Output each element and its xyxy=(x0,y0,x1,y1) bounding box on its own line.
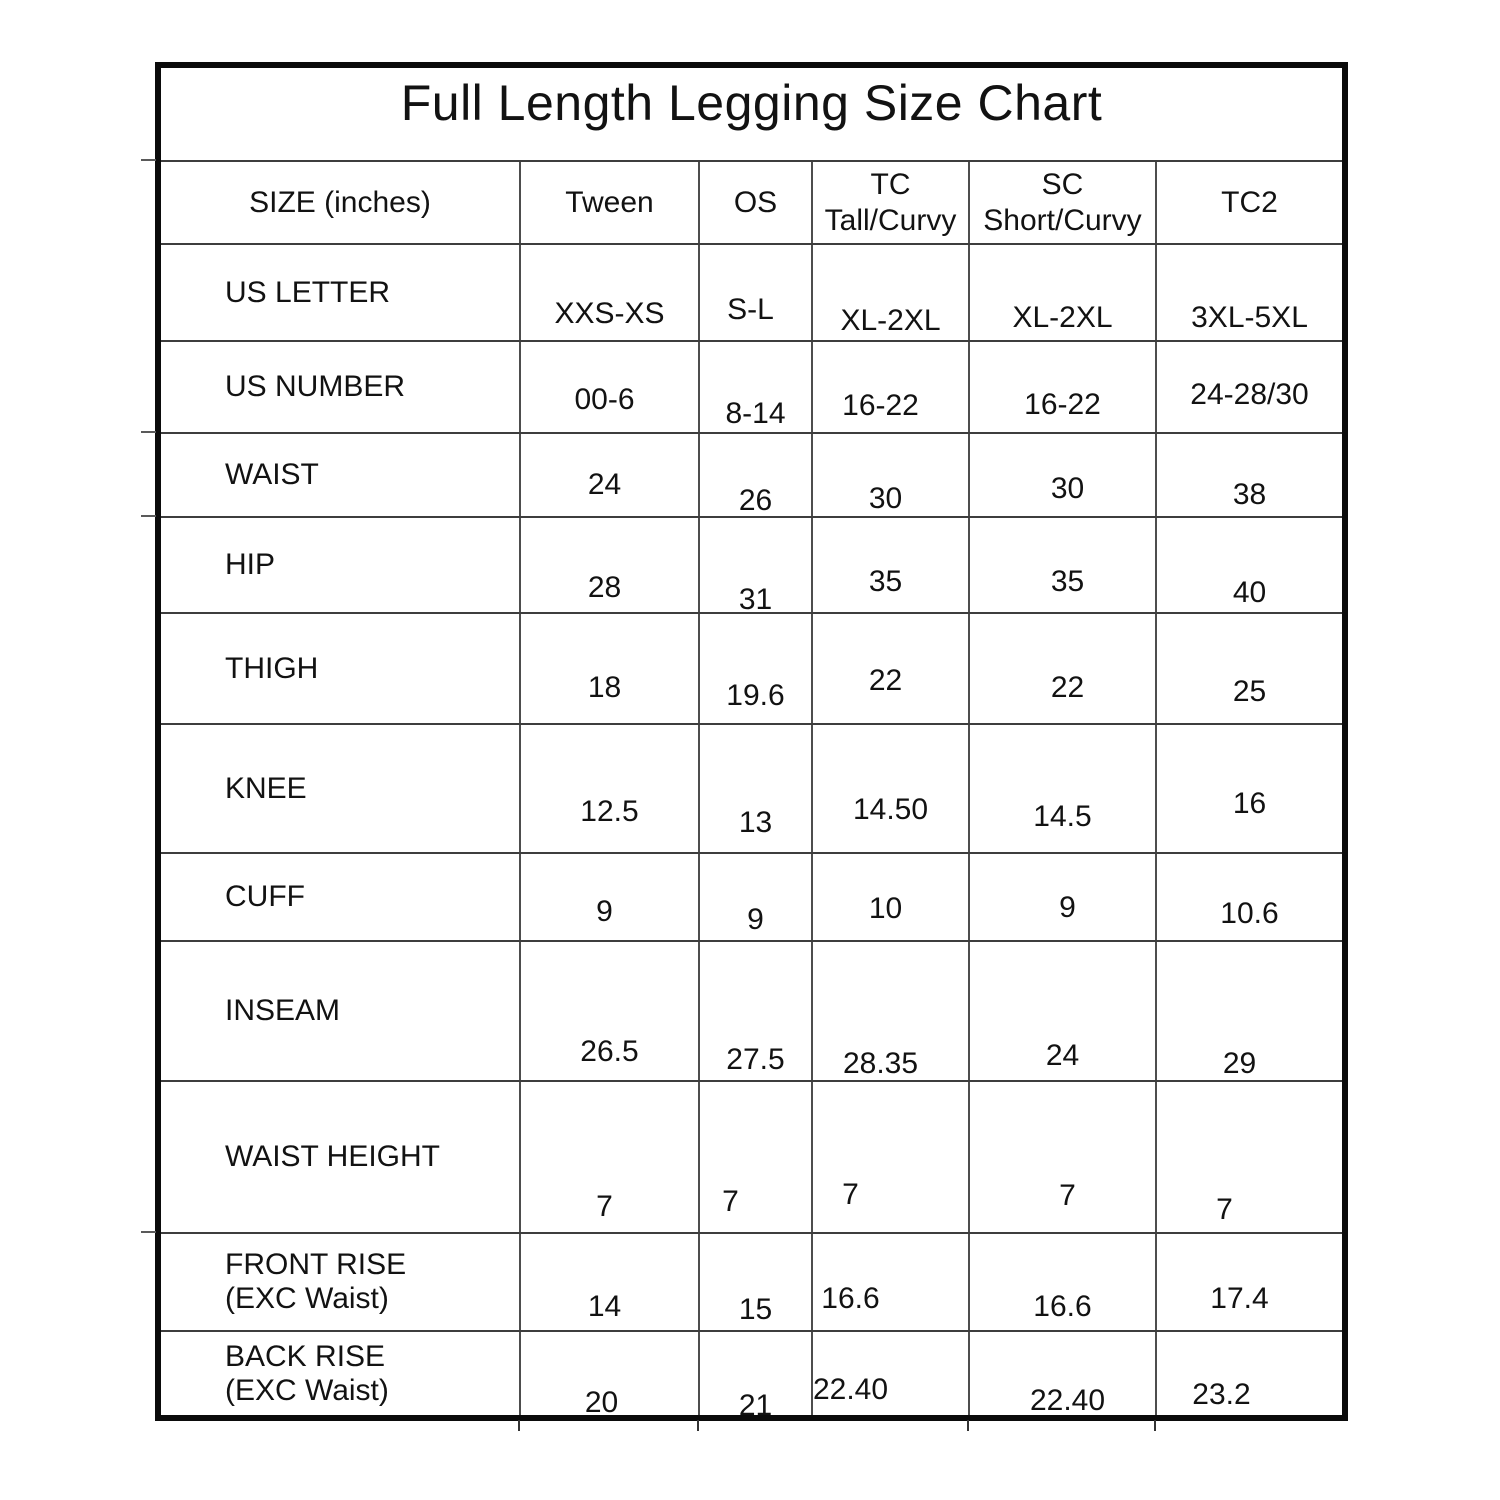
cell-value: XXS-XS xyxy=(554,296,665,330)
cell-back-rise-exc-waist-os xyxy=(698,1332,811,1422)
cell-waist-height-tween xyxy=(519,1082,698,1232)
cell-cuff-tc2 xyxy=(1155,854,1342,940)
row-label-us-letter xyxy=(161,245,519,340)
row-label-text: KNEE xyxy=(225,771,307,805)
table-row-us-letter xyxy=(161,243,1342,340)
cell-thigh-os xyxy=(698,614,811,723)
cell-value: 22 xyxy=(1050,670,1085,704)
table-row-thigh xyxy=(161,612,1342,723)
cell-us-number-os xyxy=(698,342,811,432)
column-header-os xyxy=(698,162,811,243)
header-text: Tween xyxy=(565,185,654,219)
cell-value: 23.2 xyxy=(1192,1377,1251,1411)
cell-us-number-tween xyxy=(519,342,698,432)
tick-mark xyxy=(141,515,156,517)
cell-value: 18 xyxy=(587,670,622,704)
cell-value: 16 xyxy=(1232,786,1267,820)
cell-inseam-tc2 xyxy=(1155,942,1342,1080)
cell-knee-sc xyxy=(968,725,1155,852)
cell-value: 30 xyxy=(1050,472,1085,505)
row-label-us-number xyxy=(161,342,519,432)
table-row-back-rise-exc-waist xyxy=(161,1330,1342,1422)
cell-hip-sc xyxy=(968,518,1155,612)
tick-mark xyxy=(697,1420,699,1431)
cell-knee-tc2 xyxy=(1155,725,1342,852)
cell-value: 26.5 xyxy=(580,1035,639,1068)
cell-value: 15 xyxy=(738,1293,773,1326)
chart-title: Full Length Legging Size Chart xyxy=(400,75,1103,131)
cell-value: 9 xyxy=(1059,891,1076,924)
cell-hip-os xyxy=(698,518,811,616)
row-label-hip xyxy=(161,518,519,612)
table-row-us-number xyxy=(161,340,1342,432)
cell-waist-tween xyxy=(519,434,698,516)
cell-us-number-tc2 xyxy=(1155,342,1342,432)
cell-value: 28.35 xyxy=(842,1047,919,1080)
cell-cuff-os xyxy=(698,854,811,940)
cell-knee-os xyxy=(698,725,811,852)
cell-value: 14.50 xyxy=(852,792,929,826)
row-label-text: US LETTER xyxy=(225,275,391,309)
cell-value: 8-14 xyxy=(725,397,786,430)
tick-mark xyxy=(141,431,156,433)
row-label-text: FRONT RISE xyxy=(225,1248,407,1282)
cell-value: 35 xyxy=(868,565,903,598)
cell-us-letter-tween xyxy=(519,245,698,340)
cell-value: 16-22 xyxy=(1024,388,1101,421)
cell-value: 30 xyxy=(868,482,903,515)
cell-value: 22.40 xyxy=(1029,1383,1106,1417)
cell-value: 19.6 xyxy=(726,678,785,712)
cell-waist-tc xyxy=(811,434,968,516)
size-grid xyxy=(161,160,1342,1422)
cell-cuff-tc xyxy=(811,854,968,940)
cell-value: 22 xyxy=(868,663,903,697)
tick-mark xyxy=(967,1420,969,1431)
cell-value: 24-28/30 xyxy=(1190,378,1309,411)
cell-value: 7 xyxy=(596,1190,613,1223)
cell-value: 16.6 xyxy=(821,1282,880,1315)
cell-back-rise-exc-waist-tc xyxy=(811,1332,968,1415)
header-text: SC xyxy=(1041,168,1084,202)
header-text: TC2 xyxy=(1221,185,1278,219)
cell-value: 7 xyxy=(1059,1179,1076,1212)
cell-waist-height-tc2 xyxy=(1155,1082,1342,1232)
row-label-text: (EXC Waist) xyxy=(225,1282,389,1315)
tick-mark xyxy=(141,159,156,161)
header-text: SIZE (inches) xyxy=(249,185,431,219)
cell-cuff-tween xyxy=(519,854,698,940)
cell-value: 38 xyxy=(1232,478,1267,511)
column-header-size-inches xyxy=(161,162,519,243)
row-label-waist xyxy=(161,434,519,516)
cell-value: 16.6 xyxy=(1033,1290,1092,1323)
cell-value: 21 xyxy=(738,1388,773,1422)
row-label-back-rise-exc-waist xyxy=(161,1332,519,1415)
cell-value: XL-2XL xyxy=(840,303,941,337)
row-label-text: (EXC Waist) xyxy=(225,1373,389,1407)
cell-value: 7 xyxy=(842,1178,859,1211)
cell-knee-tween xyxy=(519,725,698,852)
cell-cuff-sc xyxy=(968,854,1155,940)
cell-waist-os xyxy=(698,434,811,516)
cell-hip-tween xyxy=(519,518,698,612)
table-row-front-rise-exc-waist xyxy=(161,1232,1342,1330)
header-text: Tall/Curvy xyxy=(824,203,957,237)
size-chart-table xyxy=(155,62,1348,1421)
row-label-thigh xyxy=(161,614,519,723)
cell-waist-tc2 xyxy=(1155,434,1342,516)
table-row-waist-height xyxy=(161,1080,1342,1232)
cell-thigh-tween xyxy=(519,614,698,723)
cell-back-rise-exc-waist-sc xyxy=(968,1332,1155,1415)
cell-us-number-tc xyxy=(811,342,968,432)
cell-knee-tc xyxy=(811,725,968,852)
row-label-text: BACK RISE xyxy=(225,1339,386,1373)
cell-value: 13 xyxy=(738,805,773,839)
cell-waist-height-tc xyxy=(811,1082,968,1232)
cell-thigh-sc xyxy=(968,614,1155,723)
cell-value: 10.6 xyxy=(1220,897,1279,930)
cell-value: S-L xyxy=(727,292,774,326)
cell-us-letter-tc xyxy=(811,245,968,340)
column-header-tc2 xyxy=(1155,162,1342,243)
cell-value: 26 xyxy=(738,484,773,517)
cell-value: 10 xyxy=(868,892,903,925)
column-header-tc xyxy=(811,162,968,243)
column-header-sc xyxy=(968,162,1155,243)
cell-value: 24 xyxy=(1045,1039,1080,1072)
row-label-text: INSEAM xyxy=(225,994,341,1028)
cell-value: 24 xyxy=(587,468,622,501)
cell-thigh-tc xyxy=(811,614,968,723)
cell-waist-height-sc xyxy=(968,1082,1155,1232)
header-text: OS xyxy=(733,185,778,219)
tick-mark xyxy=(518,1420,520,1431)
cell-value: 9 xyxy=(747,903,764,936)
cell-value: 29 xyxy=(1222,1047,1257,1080)
cell-inseam-tc xyxy=(811,942,968,1080)
row-label-text: CUFF xyxy=(225,880,305,914)
cell-front-rise-exc-waist-tc xyxy=(811,1234,968,1330)
row-label-text: THIGH xyxy=(225,651,319,685)
cell-value: 20 xyxy=(584,1385,619,1419)
row-label-waist-height xyxy=(161,1082,519,1232)
cell-front-rise-exc-waist-tc2 xyxy=(1155,1234,1342,1330)
cell-value: 00-6 xyxy=(574,383,635,416)
row-label-front-rise-exc-waist xyxy=(161,1234,519,1330)
tick-mark xyxy=(141,1231,156,1233)
cell-value: 17.4 xyxy=(1210,1282,1269,1315)
cell-front-rise-exc-waist-tween xyxy=(519,1234,698,1330)
table-row-hip xyxy=(161,516,1342,616)
cell-us-number-sc xyxy=(968,342,1155,432)
cell-value: 16-22 xyxy=(842,389,919,422)
cell-value: 12.5 xyxy=(580,794,639,828)
cell-thigh-tc2 xyxy=(1155,614,1342,723)
cell-value: 40 xyxy=(1232,576,1267,609)
cell-back-rise-exc-waist-tween xyxy=(519,1332,698,1419)
cell-value: 25 xyxy=(1232,674,1267,708)
header-text: Short/Curvy xyxy=(983,203,1142,237)
row-label-inseam xyxy=(161,942,519,1080)
table-row-waist xyxy=(161,432,1342,516)
table-row-cuff xyxy=(161,852,1342,940)
cell-value: 35 xyxy=(1050,565,1085,598)
cell-us-letter-tc2 xyxy=(1155,245,1342,340)
cell-value: 31 xyxy=(738,583,773,616)
cell-us-letter-sc xyxy=(968,245,1155,340)
cell-inseam-sc xyxy=(968,942,1155,1080)
header-text: TC xyxy=(870,168,911,202)
row-label-text: HIP xyxy=(225,548,276,582)
cell-front-rise-exc-waist-sc xyxy=(968,1234,1155,1330)
cell-value: 14 xyxy=(587,1290,622,1323)
column-header-tween xyxy=(519,162,698,243)
row-label-cuff xyxy=(161,854,519,940)
table-row-knee xyxy=(161,723,1342,852)
cell-value: 27.5 xyxy=(726,1043,785,1076)
cell-value: 9 xyxy=(596,895,613,928)
cell-hip-tc xyxy=(811,518,968,612)
row-label-text: WAIST HEIGHT xyxy=(225,1140,441,1174)
header-row xyxy=(161,160,1342,243)
row-label-text: US NUMBER xyxy=(225,370,406,404)
cell-value: 7 xyxy=(1216,1193,1233,1226)
cell-front-rise-exc-waist-os xyxy=(698,1234,811,1330)
row-label-text: WAIST xyxy=(225,458,319,492)
cell-value: 7 xyxy=(722,1185,739,1218)
cell-inseam-os xyxy=(698,942,811,1080)
row-label-knee xyxy=(161,725,519,852)
cell-value: 3XL-5XL xyxy=(1191,300,1308,334)
cell-back-rise-exc-waist-tc2 xyxy=(1155,1332,1342,1415)
tick-mark xyxy=(1154,1420,1156,1431)
cell-value: XL-2XL xyxy=(1012,300,1113,334)
cell-us-letter-os xyxy=(698,245,811,340)
table-row-inseam xyxy=(161,940,1342,1080)
cell-waist-height-os xyxy=(698,1082,811,1232)
cell-hip-tc2 xyxy=(1155,518,1342,612)
cell-value: 14.5 xyxy=(1033,799,1092,833)
cell-value: 28 xyxy=(587,571,622,604)
cell-waist-sc xyxy=(968,434,1155,516)
cell-value: 22.40 xyxy=(812,1372,889,1406)
cell-inseam-tween xyxy=(519,942,698,1080)
